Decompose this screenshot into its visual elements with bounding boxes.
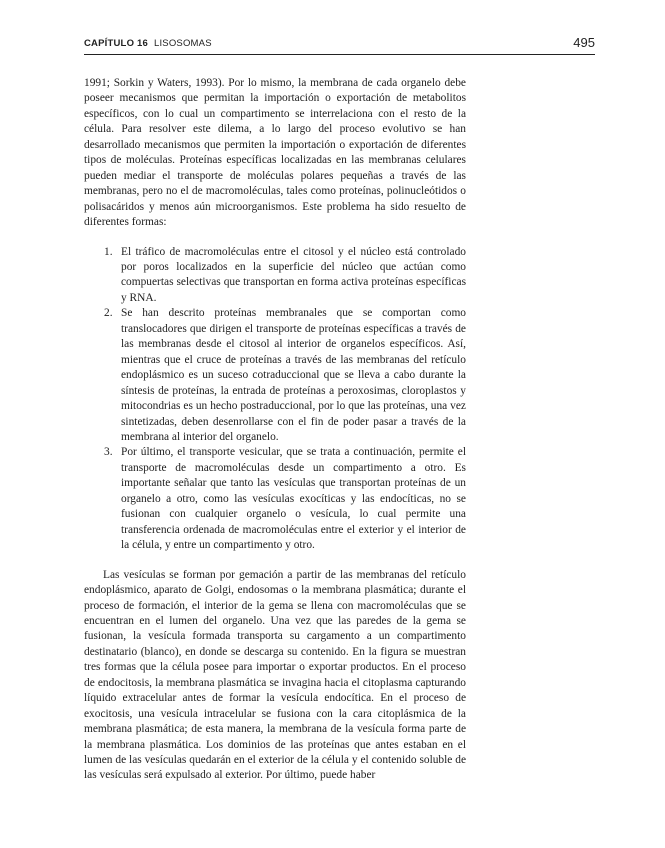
list-number: 1.	[104, 245, 113, 258]
body-text	[84, 76, 466, 784]
running-header	[84, 36, 595, 55]
list-number: 2.	[104, 307, 113, 320]
list-item	[84, 306, 466, 445]
chapter-title: LISOSOMAS	[153, 38, 212, 49]
list-item	[84, 445, 466, 553]
paragraph-intro: 1991; Sorkin y Waters, 1993). Por lo mismo, la membrana de cada organelo debe poseer mecanismos que permitan la importación o exportación de metabolitos específicos, con lo cual un compartimento se interrelaciona con el resto de la célula. Para resolver este dilema, a lo largo del proceso evolutivo se han desarrollado mecanismos que permiten la importación o exportación de diferentes tipos de moléculas. Proteínas específicas localizadas en las membranas celulares pueden mediar el transporte de moléculas polares pequeñas a través de las membranas, pero no el de macromoléculas, tales como proteínas, polinucleótidos o polisacáridos y menos aún microorganismos. Este problema ha sido resuelto de diferentes formas:	[84, 77, 466, 229]
list-number: 3.	[104, 446, 113, 459]
paragraph-vesicles: Las vesículas se forman por gemación a partir de las membranas del retículo endoplásmico, aparato de Golgi, endosomas o la membrana plasmática; durante el proceso de formación, el interior de la gema se llena con macromoléculas que se encuentran en el lumen del organelo. Una vez que las paredes de la gema se fusionan, la vesícula formada transporta su cargamento a un compartimento destinatario (blanco), en donde se descarga su contenido. En la figura se muestran tres formas que la célula posee para importar o exportar productos. En el proceso de endocitosis, la membrana plasmática se invagina hacia el citoplasma capturando líquido extracelular antes de formar la vesícula endocítica. En el proceso de exocitosis, una vesícula intracelular se fusiona con la cara citoplásmica de la membrana plasmática; de esta manera, la membrana de la vesícula forma parte de la membrana plasmática. Los dominios de las proteínas que antes estaban en el lumen de las vesículas quedarán en el exterior de la célula y el contenido soluble de las vesículas será expulsado al exterior. Por último, puede haber	[84, 568, 466, 782]
list-item-text: El tráfico de macromoléculas entre el citosol y el núcleo está controlado por poros localizados en la superficie del núcleo que actúan como compuertas selectivas que transportan en forma activa proteínas específicas y RNA.	[121, 245, 466, 304]
list-item-text: Por último, el transporte vesicular, que se trata a continuación, permite el transporte de macromoléculas desde un compartimento a otro. Es importante señalar que tanto las vesículas que transportan proteínas de un organelo a otro, como las vesículas exocíticas y las endocíticas, no se fusionan con cualquier organelo o vesícula, lo cual permite una transferencia ordenada de macromoléculas entre el exterior y el interior de la célula, y entre un compartimento y otro.	[121, 446, 466, 552]
list-item	[84, 245, 466, 307]
chapter-label: CAPÍTULO 16	[84, 38, 148, 49]
numbered-list	[84, 245, 466, 554]
chapter-heading	[84, 38, 212, 49]
list-item-text: Se han descrito proteínas membranales que se comportan como translocadores que dirigen el transporte de proteínas específicas a través de las membranas desde el citosol al interior de organelos específicos. Así, mientras que el cruce de proteínas a través de las membranas del retículo endoplásmico es un suceso cotraduccional que se lleva a cabo durante la síntesis de proteínas, la entrada de proteínas a peroxosimas, cloroplastos y mitocondrias es un hecho postraduccional, por lo que las proteínas, una vez sintetizadas, deben desenrollarse con el fin de poder pasar a través de la membrana al interior del organelo.	[121, 307, 466, 443]
page-number: 495	[573, 35, 595, 50]
